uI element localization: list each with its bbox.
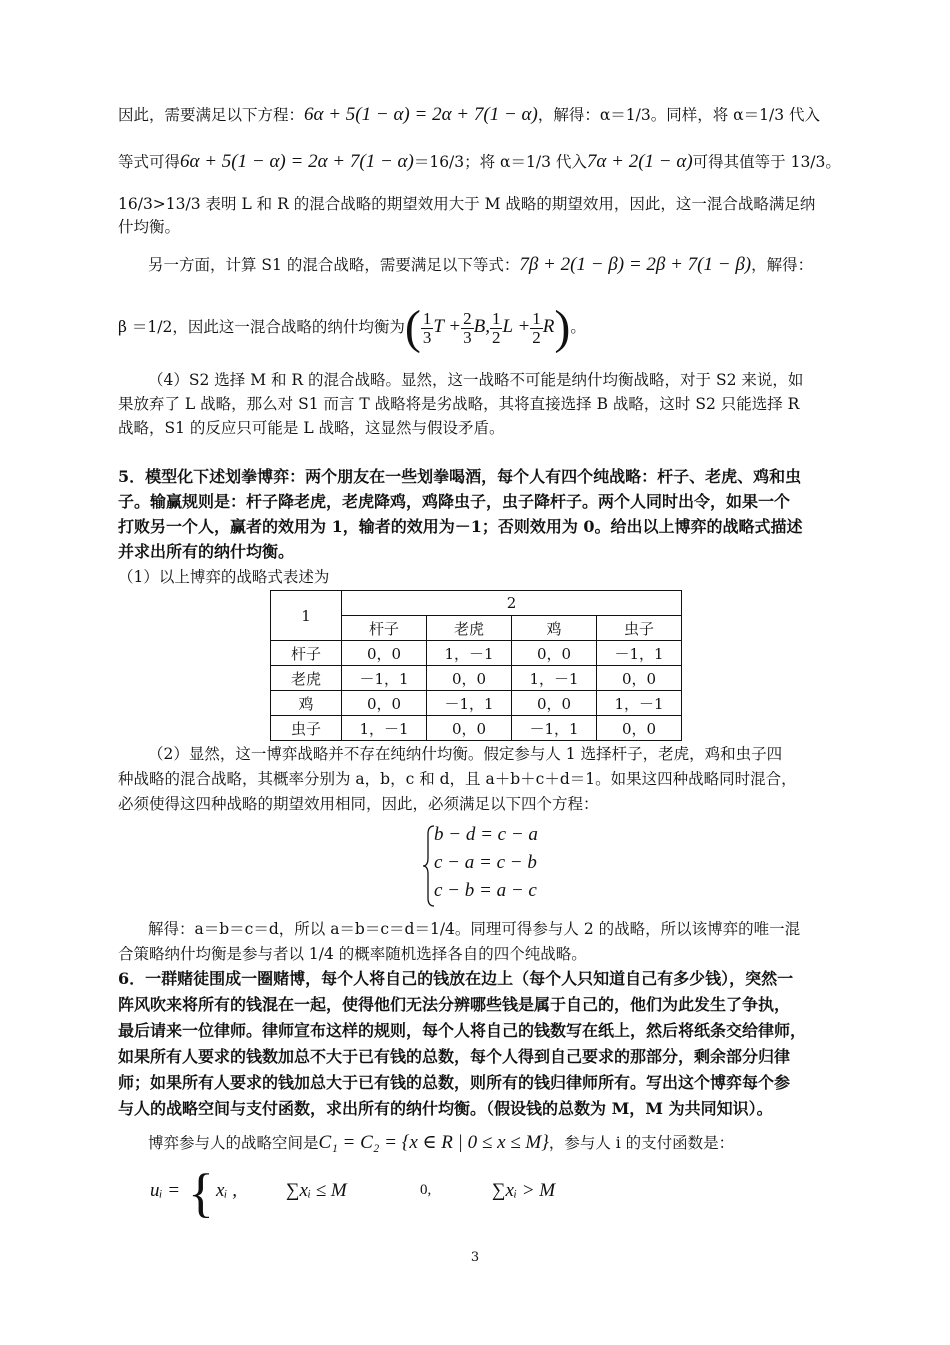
text: 另一方面，计算 S1 的混合战略，需要满足以下等式：: [148, 256, 520, 274]
text-line: 16/3>13/3 表明 L 和 R 的混合战略的期望效用大于 M 战略的期望效用，因此，这一混合战略满足纳: [118, 195, 816, 213]
text-line: 解得：a＝b＝c＝d，所以 a＝b＝c＝d＝1/4。同理可得参与人 2 的战略，所以该博弈的唯一混: [148, 920, 801, 938]
fraction: [421, 310, 434, 347]
numerator: 1: [532, 308, 541, 328]
para-substitute-alpha: [118, 150, 841, 174]
denominator: 2: [532, 327, 541, 347]
term: L +: [502, 316, 531, 337]
text-line: 合策略纳什均衡是参与者以 1/4 的概率随机选择各自的四个纯战略。: [118, 945, 587, 963]
payoff-lhs: uᵢ =: [150, 1180, 181, 1201]
equation-row: b − d = c − a: [434, 824, 538, 845]
text-line: 种战略的混合战略，其概率分别为 a，b，c 和 d，且 a＋b＋c＋d＝1。如果这四种战略同时混合，: [118, 770, 797, 788]
payoff-function: [150, 1163, 750, 1224]
text: ，参与人 i 的支付函数是：: [548, 1134, 735, 1152]
question-5-line: 打败另一个人，赢者的效用为 1，输者的效用为－1；否则效用为 0。给出以上博弈的战略式描述: [118, 517, 803, 536]
col-header: 杆子: [342, 616, 427, 641]
page-number: 3: [470, 1250, 480, 1265]
table-cell: －1，1: [512, 716, 597, 741]
table-cell: －1，1: [427, 691, 512, 716]
table-row: [271, 691, 682, 716]
text: ＝16/3；将 α＝1/3 代入: [413, 153, 587, 171]
question-6-line: 最后请来一位律师。律师宣布这样的规则，每个人将自己的钱数写在纸上，然后将纸条交给律师，: [118, 1021, 807, 1040]
para-strategy-space: [148, 1131, 833, 1155]
fraction: [490, 310, 503, 347]
payoff-condition-1: ∑xᵢ ≤ M: [286, 1180, 347, 1201]
text-line: （2）显然，这一博弈战略并不存在纯纳什均衡。假定参与人 1 选择杆子，老虎，鸡和虫子四: [148, 745, 783, 763]
text: ，解得：α＝1/3。同样，将 α＝1/3 代入: [537, 106, 821, 124]
equation: 7β + 2(1 − β) = 2β + 7(1 − β): [519, 254, 752, 275]
fraction: [461, 310, 474, 347]
question-5-line: 并求出所有的纳什均衡。: [118, 542, 295, 561]
table-cell: 1，－1: [597, 691, 682, 716]
table-header-row: [271, 591, 682, 616]
equation: 6α + 5(1 − α) = 2α + 7(1 − α): [304, 104, 538, 125]
term: T +: [433, 316, 462, 337]
payoff-case-1: xᵢ ,: [216, 1180, 237, 1201]
text: 因此，需要满足以下方程：: [118, 106, 305, 124]
text-line: （1）以上博弈的战略式表述为: [118, 568, 330, 586]
table-cell: 1，－1: [512, 666, 597, 691]
para-nash-equilibrium: [118, 297, 833, 357]
question-6-line: 师；如果所有人要求的钱加总大于已有钱的总数，则所有的钱归律师所有。写出这个博弈每个参: [118, 1073, 791, 1092]
text: 。: [570, 318, 586, 336]
denominator: 2: [491, 327, 501, 347]
right-paren: ): [554, 301, 571, 354]
table-cell: 0，0: [427, 716, 512, 741]
term: B,: [473, 316, 490, 337]
table-cell: 0，0: [512, 691, 597, 716]
text: β ＝1/2，因此这一混合战略的纳什均衡为: [118, 318, 405, 336]
equation-system: [422, 824, 562, 908]
para-equation-alpha: [118, 103, 833, 127]
table-row: [271, 666, 682, 691]
equation: 7α + 2(1 − α): [586, 151, 693, 172]
text-line: （4）S2 选择 M 和 R 的混合战略。显然，这一战略不可能是纳什均衡战略，对于 S2 来说，如: [148, 371, 804, 389]
player-2-label: 2: [342, 591, 682, 616]
table-row: [271, 716, 682, 741]
table-cell: 0，0: [597, 716, 682, 741]
payoff-case-2: 0,: [420, 1182, 432, 1198]
text: ，解得：: [751, 256, 814, 274]
table-cell: 1，－1: [427, 641, 512, 666]
para-s1-mixed: [148, 253, 833, 277]
row-header: 杆子: [271, 641, 342, 666]
text-line: 必须使得这四种战略的期望效用相同，因此，必须满足以下四个方程：: [118, 795, 599, 813]
table-cell: 0，0: [342, 691, 427, 716]
question-5-line: 子。输赢规则是：杆子降老虎，老虎降鸡，鸡降虫子，虫子降杆子。两个人同时出令，如果一个: [118, 492, 791, 511]
text: 等式可得: [118, 153, 181, 171]
numerator: 2: [463, 308, 472, 328]
question-5-line: 5．模型化下述划拳博弈：两个朋友在一些划拳喝酒，每个人有四个纯战略：杆子、老虎、鸡和虫: [118, 467, 802, 486]
table-cell: 0，0: [342, 641, 427, 666]
row-header: 虫子: [271, 716, 342, 741]
table-cell: 0，0: [512, 641, 597, 666]
question-6-line: 阵风吹来将所有的钱混在一起，使得他们无法分辨哪些钱是属于自己的，他们为此发生了争执，: [118, 995, 791, 1014]
numerator: 1: [422, 308, 432, 328]
equation: C₁ = C₂ = {x ∈ R | 0 ≤ x ≤ M}: [318, 1132, 549, 1153]
equation-row: c − a = c − b: [434, 852, 537, 873]
player-1-label: 1: [271, 591, 342, 641]
question-6-line: 6．一群赌徒围成一圈赌博，每个人将自己的钱放在边上（每个人只知道自己有多少钱），突然一: [118, 969, 794, 988]
equation: 6α + 5(1 − α) = 2α + 7(1 − α): [180, 151, 414, 172]
question-6-line: 如果所有人要求的钱数加总不大于已有钱的总数，每个人得到自己要求的那部分，剩余部分归律: [118, 1047, 791, 1066]
term: R: [542, 316, 555, 337]
row-header: 老虎: [271, 666, 342, 691]
table-cell: 0，0: [597, 666, 682, 691]
col-header: 虫子: [597, 616, 682, 641]
denominator: 3: [422, 327, 432, 347]
denominator: 3: [463, 327, 472, 347]
payoff-condition-2: ∑xᵢ > M: [492, 1180, 556, 1201]
table-cell: －1，1: [342, 666, 427, 691]
numerator: 1: [491, 308, 501, 328]
text-line: 什均衡。: [118, 218, 181, 236]
fraction: [530, 310, 543, 347]
left-paren: (: [404, 301, 421, 354]
text: 可得其值等于 13/3。: [692, 153, 841, 171]
payoff-matrix: [270, 590, 682, 741]
payoff-brace: {: [188, 1163, 214, 1223]
table-row: [271, 641, 682, 666]
text-line: 果放弃了 L 战略，那么对 S1 而言 T 战略将是劣战略，其将直接选择 B 战略，这时 S2 只能选择 R: [118, 395, 800, 413]
table-cell: －1，1: [597, 641, 682, 666]
text-line: 战略，S1 的反应只可能是 L 战略，这显然与假设矛盾。: [118, 419, 505, 437]
table-cell: 1，－1: [342, 716, 427, 741]
text: 博弈参与人的战略空间是: [148, 1134, 319, 1152]
table-cell: 0，0: [427, 666, 512, 691]
row-header: 鸡: [271, 691, 342, 716]
question-6-line: 与人的战略空间与支付函数，求出所有的纳什均衡。（假设钱的总数为 M，M 为共同知识）。: [118, 1099, 773, 1118]
col-header: 鸡: [512, 616, 597, 641]
col-header: 老虎: [427, 616, 512, 641]
equation-row: c − b = a − c: [434, 880, 537, 901]
